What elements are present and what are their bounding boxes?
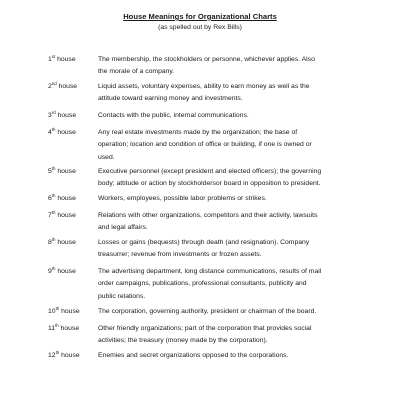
house-description-line: The membership, the stockholders or personne, whichever applies. Also xyxy=(98,56,315,63)
house-description-line: attitude toward earning money and investments. xyxy=(98,95,243,103)
house-number: 6 xyxy=(48,195,52,202)
house-description-line: operation; location and condition of office or building, if one is owned or xyxy=(98,141,312,149)
house-label xyxy=(48,266,92,278)
house-number: 12 xyxy=(48,352,56,359)
house-ordinal-suffix: th xyxy=(51,210,56,216)
house-number: 11 xyxy=(48,325,56,332)
house-ordinal-suffix: th xyxy=(55,323,59,329)
house-description-line: Relations with other organizations, competitors and their activity, lawsuits xyxy=(98,212,318,219)
house-word: house xyxy=(55,239,76,246)
house-ordinal-suffix: th xyxy=(51,237,56,243)
house-word: house xyxy=(58,325,80,332)
house-word: house xyxy=(55,212,76,219)
house-description-line: Enemies and secret organizations opposed to the corporations. xyxy=(98,352,289,359)
house-word: house xyxy=(59,308,80,315)
house-label xyxy=(48,166,92,178)
house-number: 9 xyxy=(48,268,52,275)
house-description-line: the morale of a company. xyxy=(98,68,175,76)
house-label xyxy=(48,350,92,362)
house-word: house xyxy=(55,268,76,275)
house-number: 8 xyxy=(48,239,52,246)
house-ordinal-suffix: th xyxy=(51,193,56,199)
house-description-line: Workers, employees, possible labor problems or strikes. xyxy=(98,195,267,202)
house-ordinal-suffix: nd xyxy=(51,81,57,87)
house-number: 10 xyxy=(48,308,56,315)
house-ordinal-suffix: th xyxy=(55,350,60,356)
house-label xyxy=(48,210,92,222)
house-ordinal-suffix: rd xyxy=(51,110,56,116)
house-description-line: body; attitude or action by stockholdersor board in opposition to president. xyxy=(98,180,321,188)
house-label xyxy=(48,127,92,139)
house-word: house xyxy=(55,129,76,136)
house-word: house xyxy=(56,83,78,90)
house-label xyxy=(48,81,92,93)
house-description-line: Any real estate investments made by the organization; the base of xyxy=(98,129,298,136)
document-title: House Meanings for Organizational Charts xyxy=(123,12,277,21)
house-description xyxy=(98,350,390,362)
house-description xyxy=(98,110,390,122)
house-ordinal-suffix: st xyxy=(51,54,56,60)
house-description xyxy=(98,237,390,262)
house-description-line: order campaigns, publications, professional consultants, publicity and xyxy=(98,280,307,288)
house-number: 2 xyxy=(48,83,52,90)
house-label xyxy=(48,54,92,66)
house-description-line: public relations. xyxy=(98,292,146,300)
house-word: house xyxy=(55,168,76,175)
house-label xyxy=(48,306,92,318)
house-description-line: Contacts with the public, internal communications. xyxy=(98,112,249,119)
house-word: house xyxy=(55,112,77,119)
house-description-line: Losses or gains (bequests) through death (and resignation). Company xyxy=(98,239,310,246)
house-description-line: The advertising department, long distance communications, results of mail xyxy=(98,268,322,275)
house-description xyxy=(98,323,390,348)
house-label xyxy=(48,237,92,249)
house-word: house xyxy=(55,195,76,202)
house-number: 1 xyxy=(48,56,52,63)
house-label xyxy=(48,323,92,335)
house-ordinal-suffix: th xyxy=(51,266,56,272)
house-ordinal-suffix: th xyxy=(51,166,56,172)
house-description-line: activities; the treasury (money made by the corporation). xyxy=(98,337,268,345)
house-description xyxy=(98,81,390,106)
house-description-line: treasurrer; revenue from investments or frozen assets. xyxy=(98,251,262,259)
house-description xyxy=(98,306,390,318)
house-label xyxy=(48,110,92,122)
house-description-line: and legal affairs. xyxy=(98,224,148,232)
house-number: 5 xyxy=(48,168,52,175)
house-description xyxy=(98,193,390,205)
house-ordinal-suffix: th xyxy=(51,127,56,133)
house-number: 7 xyxy=(48,212,52,219)
house-description-line: used. xyxy=(98,153,115,161)
house-word: house xyxy=(55,56,76,63)
house-description-line: Executive personnel (except president and elected officers); the governing xyxy=(98,168,322,175)
house-description xyxy=(98,166,390,191)
house-description-line: Other friendly organizations; part of the corporation that provides social xyxy=(98,325,312,332)
house-description xyxy=(98,210,390,235)
house-number: 3 xyxy=(48,112,52,119)
house-description xyxy=(98,127,390,164)
house-description-line: Liquid assets, voluntary expenses, ability to earn money as well as the xyxy=(98,83,310,90)
house-number: 4 xyxy=(48,129,52,136)
house-description xyxy=(98,54,390,79)
house-description xyxy=(98,266,390,303)
house-description-line: The corporation, governing authority, president or chairman of the board. xyxy=(98,308,317,315)
house-word: house xyxy=(59,352,80,359)
house-ordinal-suffix: th xyxy=(55,306,60,312)
document-subtitle: (as spelled out by Rex Bills) xyxy=(158,24,242,31)
house-label xyxy=(48,193,92,205)
